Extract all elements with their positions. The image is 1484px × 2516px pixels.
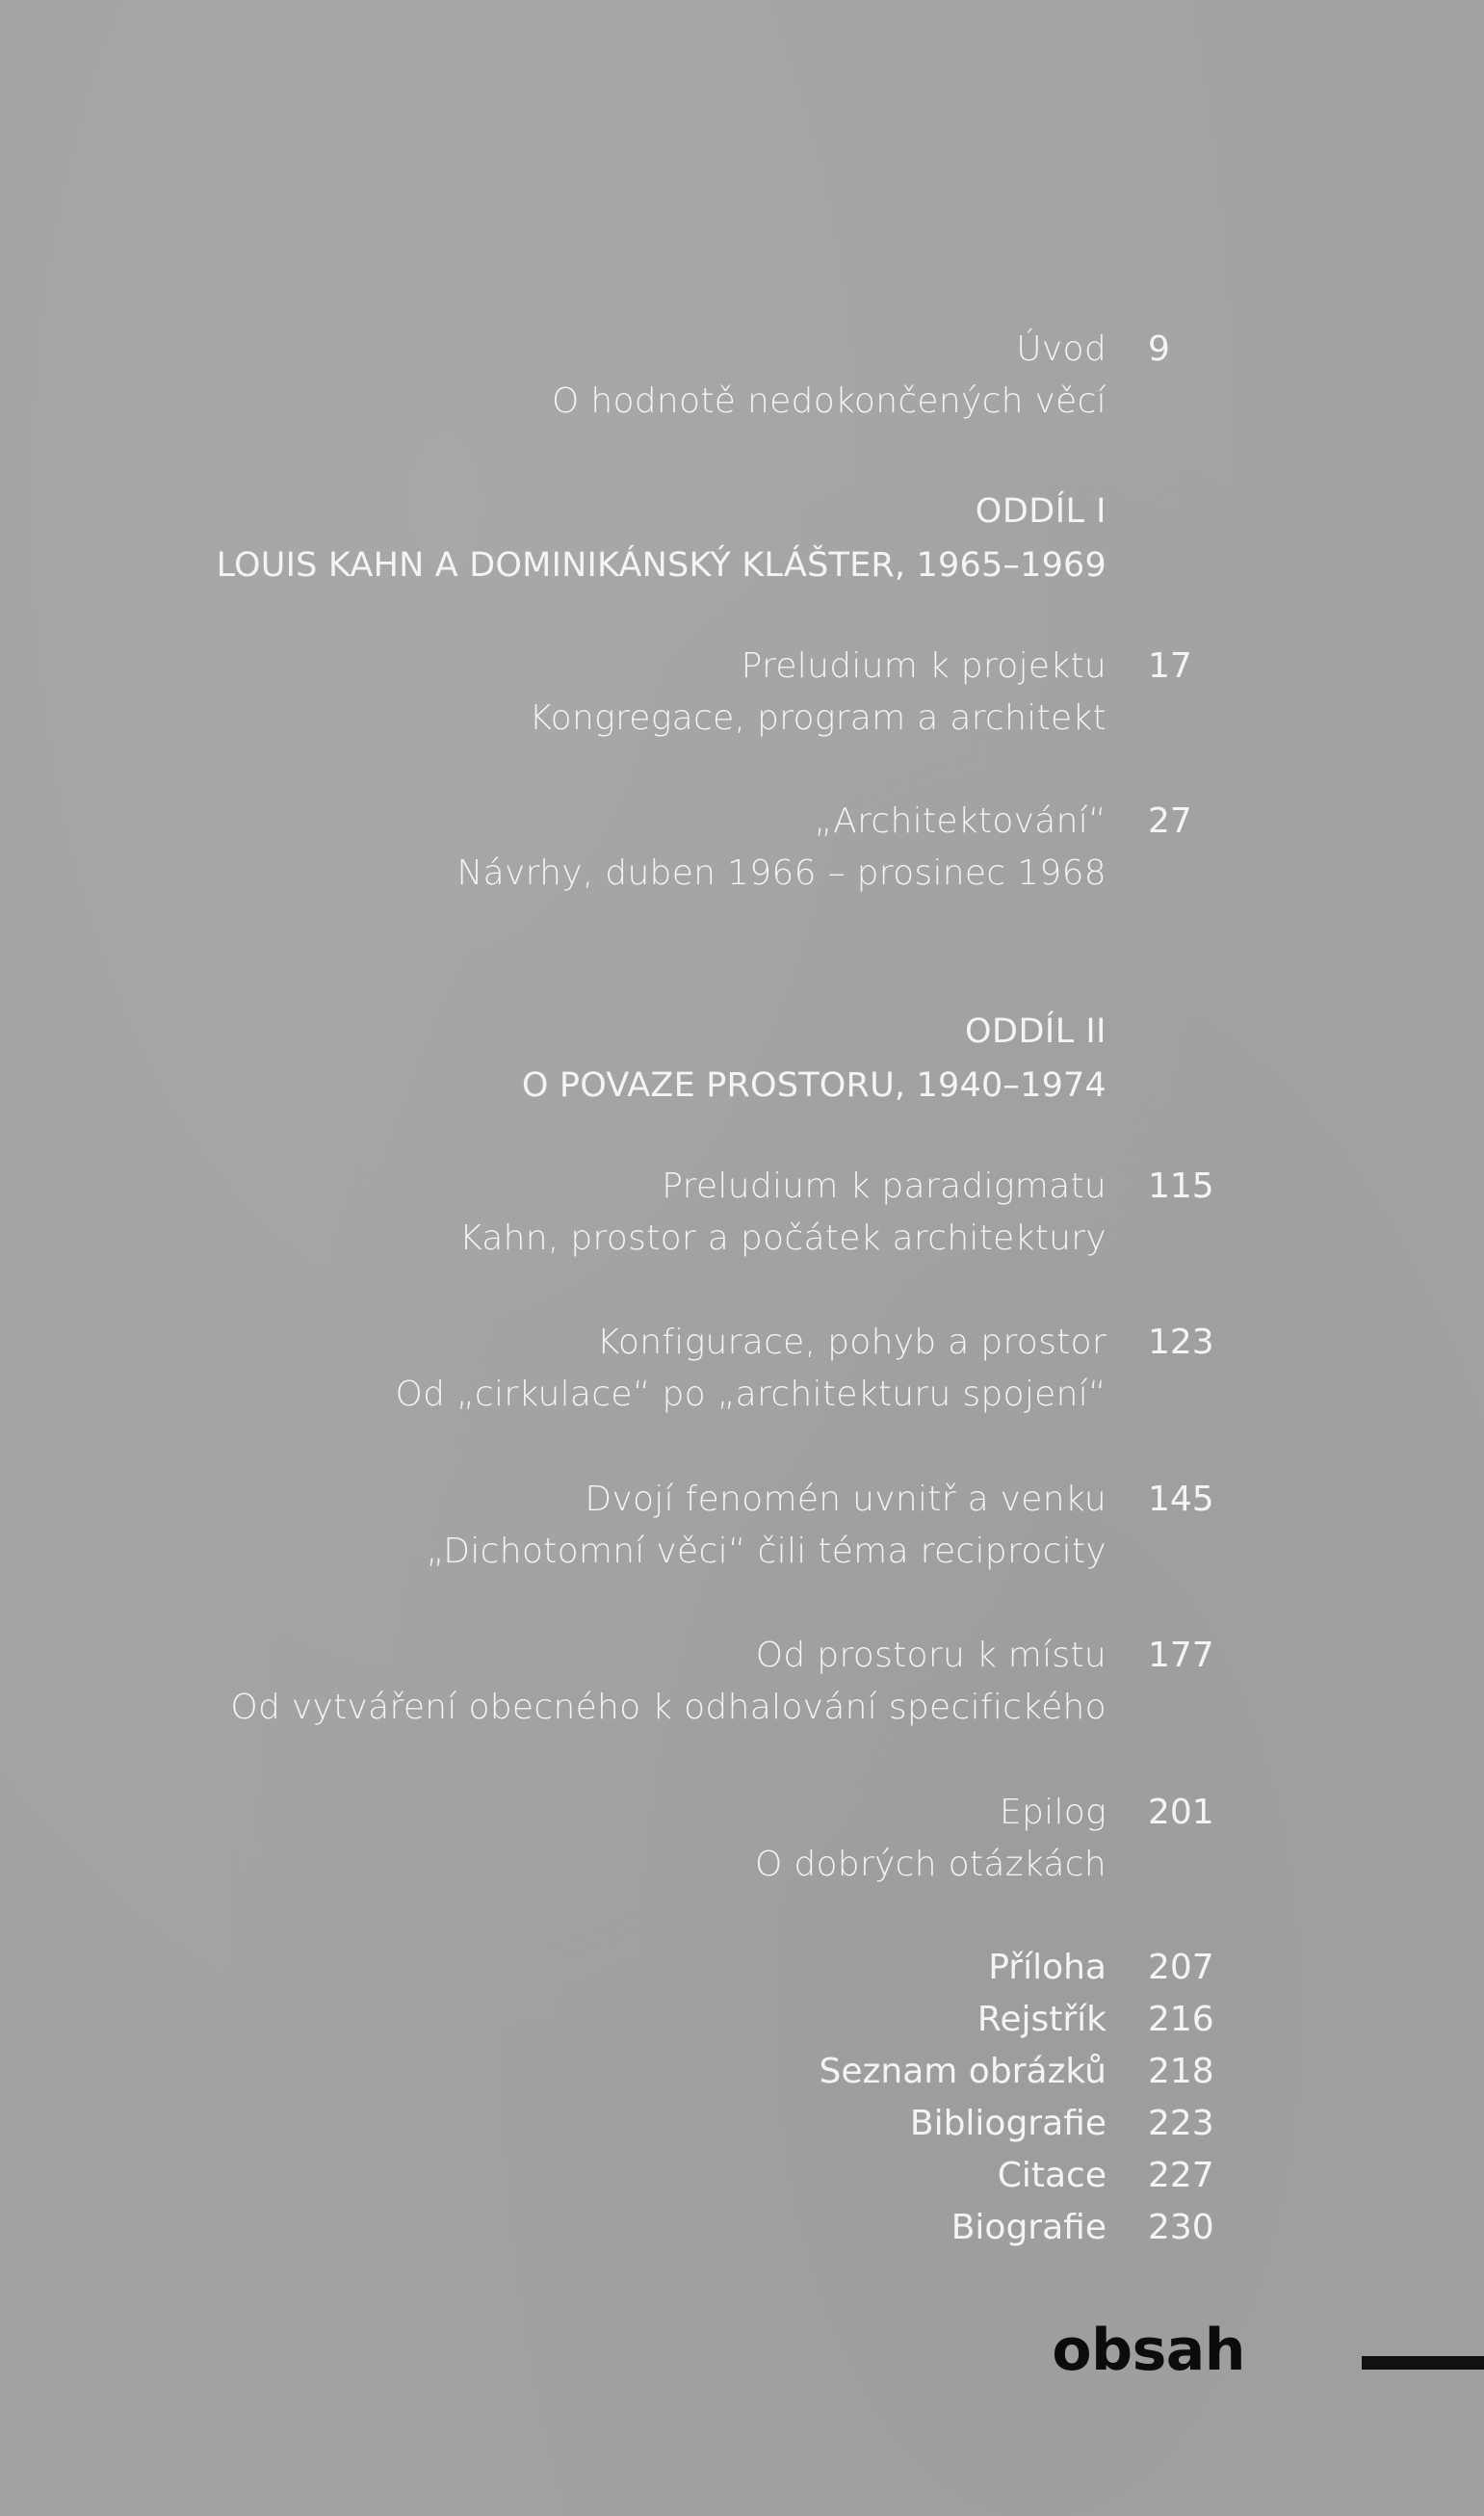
- toc-page-number: 216: [1148, 2000, 1214, 2039]
- toc-appendix-item[interactable]: Bibliografie: [909, 2104, 1106, 2143]
- section-label: ODDÍL II: [964, 1012, 1106, 1051]
- toc-page-number: 177: [1148, 1636, 1214, 1675]
- toc-entry-subtitle: Kahn, prostor a počátek architektury: [458, 1219, 1106, 1258]
- edge-marker-bar: [1362, 2356, 1484, 2370]
- toc-entry-subtitle: Od „cirkulace“ po „architekturu spojení“: [395, 1375, 1106, 1414]
- toc-entry-subtitle: O dobrých otázkách: [754, 1845, 1106, 1884]
- toc-entry-subtitle: „Dichotomní věci“ čili téma reciprocity: [426, 1532, 1106, 1571]
- toc-page-number: 218: [1148, 2052, 1214, 2091]
- toc-page-number: 223: [1148, 2104, 1214, 2143]
- toc-appendix-item[interactable]: Příloha: [988, 1948, 1106, 1987]
- page-label: obsah: [1052, 2317, 1245, 2384]
- toc-entry-prelude-project[interactable]: [530, 641, 1107, 745]
- toc-page-number: 123: [1148, 1323, 1214, 1362]
- toc-entry-space-to-place[interactable]: [230, 1630, 1106, 1734]
- toc-entry-subtitle: O hodnotě nedokončených věcí: [551, 381, 1106, 421]
- section-label: ODDÍL I: [975, 492, 1106, 531]
- toc-entry-dual-phenomenon[interactable]: [427, 1474, 1106, 1578]
- toc-entry-title: Úvod: [1016, 329, 1106, 369]
- toc-section-2[interactable]: [522, 1005, 1106, 1113]
- toc-entry-title: „Architektování“: [814, 801, 1106, 841]
- toc-entry-intro[interactable]: [552, 324, 1106, 428]
- toc-entry-configuration[interactable]: [395, 1317, 1106, 1421]
- toc-page-number: 145: [1148, 1480, 1214, 1519]
- toc-appendix-item[interactable]: Seznam obrázků: [819, 2052, 1106, 2091]
- toc-appendix-item[interactable]: Citace: [997, 2156, 1106, 2195]
- toc-appendix-page-numbers: [1148, 1942, 1214, 2254]
- toc-page-number: 115: [1148, 1166, 1214, 1206]
- toc-page-number: 17: [1148, 646, 1192, 686]
- toc-entry-title: Preludium k projektu: [741, 646, 1106, 686]
- toc-page-number: 230: [1148, 2208, 1214, 2247]
- section-title: LOUIS KAHN A DOMINIKÁNSKÝ KLÁŠTER, 1965–1969: [216, 546, 1106, 585]
- toc-entry-title: Preludium k paradigmatu: [662, 1166, 1106, 1206]
- toc-page-number: 207: [1148, 1948, 1214, 1987]
- toc-appendix-item[interactable]: Biografie: [950, 2208, 1106, 2247]
- toc-appendix-item[interactable]: Rejstřík: [976, 2000, 1106, 2039]
- toc-entry-architecting[interactable]: [456, 796, 1106, 900]
- toc-section-1[interactable]: [217, 485, 1106, 592]
- toc-entry-epilogue[interactable]: [755, 1787, 1106, 1891]
- toc-page-number: 9: [1148, 329, 1170, 369]
- toc-entry-title: Epilog: [999, 1793, 1106, 1832]
- toc-entry-title: Dvojí fenomén uvnitř a venku: [585, 1480, 1106, 1519]
- toc-entry-subtitle: Návrhy, duben 1966 – prosinec 1968: [456, 853, 1106, 893]
- toc-entry-subtitle: Kongregace, program a architekt: [529, 698, 1106, 738]
- toc-appendix-list: [820, 1942, 1106, 2254]
- toc-page-number: 227: [1148, 2156, 1214, 2195]
- section-title: O POVAZE PROSTORU, 1940–1974: [521, 1066, 1106, 1105]
- toc-page-number: 201: [1148, 1793, 1214, 1832]
- toc-entry-prelude-paradigm[interactable]: [459, 1161, 1106, 1265]
- toc-entry-subtitle: Od vytváření obecného k odhalování specifického: [230, 1688, 1106, 1727]
- toc-page-number: 27: [1148, 801, 1192, 841]
- toc-entry-title: Konfigurace, pohyb a prostor: [596, 1323, 1106, 1362]
- toc-entry-title: Od prostoru k místu: [755, 1636, 1106, 1675]
